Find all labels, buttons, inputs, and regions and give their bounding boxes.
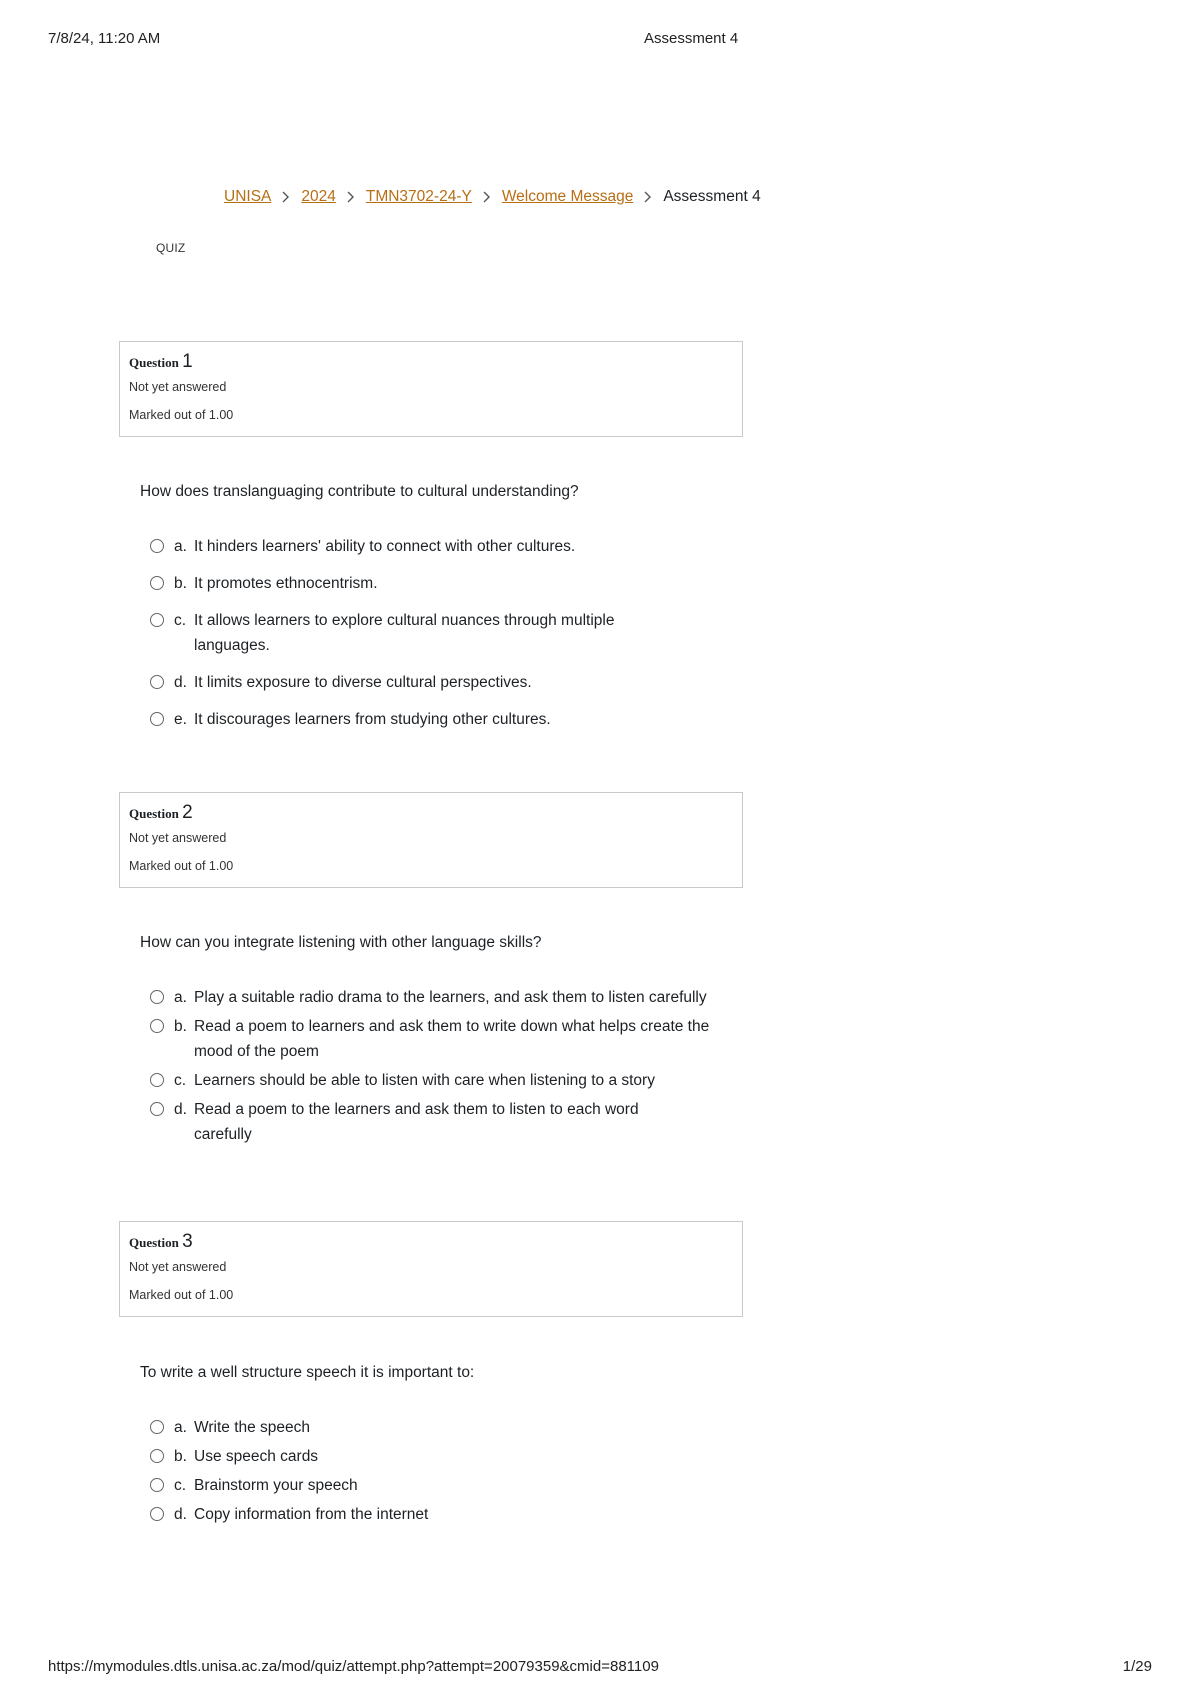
radio-button[interactable] [150, 1019, 164, 1033]
question-text-2: How can you integrate listening with other language skills? [140, 934, 542, 951]
radio-button[interactable] [150, 576, 164, 590]
answer-option[interactable]: b. Use speech cards [150, 1444, 730, 1469]
breadcrumb-link-year[interactable]: 2024 [301, 188, 336, 205]
radio-button[interactable] [150, 1449, 164, 1463]
radio-button[interactable] [150, 1420, 164, 1434]
answer-option[interactable]: a. Write the speech [150, 1415, 730, 1440]
radio-button[interactable] [150, 1073, 164, 1087]
answer-list-2 [150, 985, 730, 1147]
breadcrumb [224, 188, 761, 206]
question-state: Not yet answered [129, 380, 227, 394]
print-datetime: 7/8/24, 11:20 AM [48, 30, 161, 47]
question-grade: Marked out of 1.00 [129, 1288, 234, 1302]
print-header [48, 30, 1152, 52]
answer-option[interactable]: d. Read a poem to the learners and ask them to listen to each word carefully [150, 1097, 690, 1147]
question-state: Not yet answered [129, 1260, 227, 1274]
answer-list-1 [150, 534, 730, 732]
radio-button[interactable] [150, 675, 164, 689]
question-text-3: To write a well structure speech it is important to: [140, 1364, 475, 1381]
breadcrumb-current: Assessment 4 [663, 188, 761, 205]
question-info-2 [119, 792, 743, 888]
answer-option[interactable]: b. Read a poem to learners and ask them to write down what helps create the mood of the poem [150, 1014, 730, 1064]
question-state: Not yet answered [129, 831, 227, 845]
breadcrumb-link-unisa[interactable]: UNISA [224, 188, 272, 205]
answer-option[interactable]: c. It allows learners to explore cultural nuances through multiple languages. [150, 608, 670, 658]
question-info-1 [119, 341, 743, 437]
answer-option[interactable]: d. It limits exposure to diverse cultural perspectives. [150, 670, 730, 695]
radio-button[interactable] [150, 613, 164, 627]
radio-button[interactable] [150, 1102, 164, 1116]
print-footer [48, 1658, 1152, 1680]
radio-button[interactable] [150, 539, 164, 553]
print-page-number: 1/29 [1122, 1658, 1152, 1675]
radio-button[interactable] [150, 712, 164, 726]
quiz-label: QUIZ [156, 241, 186, 255]
answer-option[interactable]: a. Play a suitable radio drama to the learners, and ask them to listen carefully [150, 985, 710, 1010]
question-number: Question 3 [129, 1231, 193, 1252]
answer-list-3 [150, 1415, 730, 1527]
answer-option[interactable]: c. Learners should be able to listen with care when listening to a story [150, 1068, 730, 1093]
answer-option[interactable]: b. It promotes ethnocentrism. [150, 571, 730, 596]
print-url: https://mymodules.dtls.unisa.ac.za/mod/quiz/attempt.php?attempt=20079359&cmid=881109 [48, 1658, 659, 1675]
question-info-3 [119, 1221, 743, 1317]
answer-option[interactable]: a. It hinders learners' ability to connect with other cultures. [150, 534, 730, 559]
print-doc-title: Assessment 4 [644, 30, 739, 47]
radio-button[interactable] [150, 990, 164, 1004]
answer-option[interactable]: d. Copy information from the internet [150, 1502, 730, 1527]
question-number: Question 2 [129, 802, 193, 823]
radio-button[interactable] [150, 1507, 164, 1521]
chevron-right-icon [633, 188, 663, 206]
chevron-right-icon [472, 188, 502, 206]
question-grade: Marked out of 1.00 [129, 408, 234, 422]
radio-button[interactable] [150, 1478, 164, 1492]
breadcrumb-link-course[interactable]: TMN3702-24-Y [365, 188, 472, 205]
breadcrumb-link-welcome[interactable]: Welcome Message [501, 188, 634, 205]
chevron-right-icon [271, 188, 301, 206]
question-number: Question 1 [129, 351, 193, 372]
question-text-1: How does translanguaging contribute to cultural understanding? [140, 483, 579, 500]
answer-option[interactable]: c. Brainstorm your speech [150, 1473, 730, 1498]
answer-option[interactable]: e. It discourages learners from studying other cultures. [150, 707, 730, 732]
chevron-right-icon [336, 188, 366, 206]
question-grade: Marked out of 1.00 [129, 859, 234, 873]
